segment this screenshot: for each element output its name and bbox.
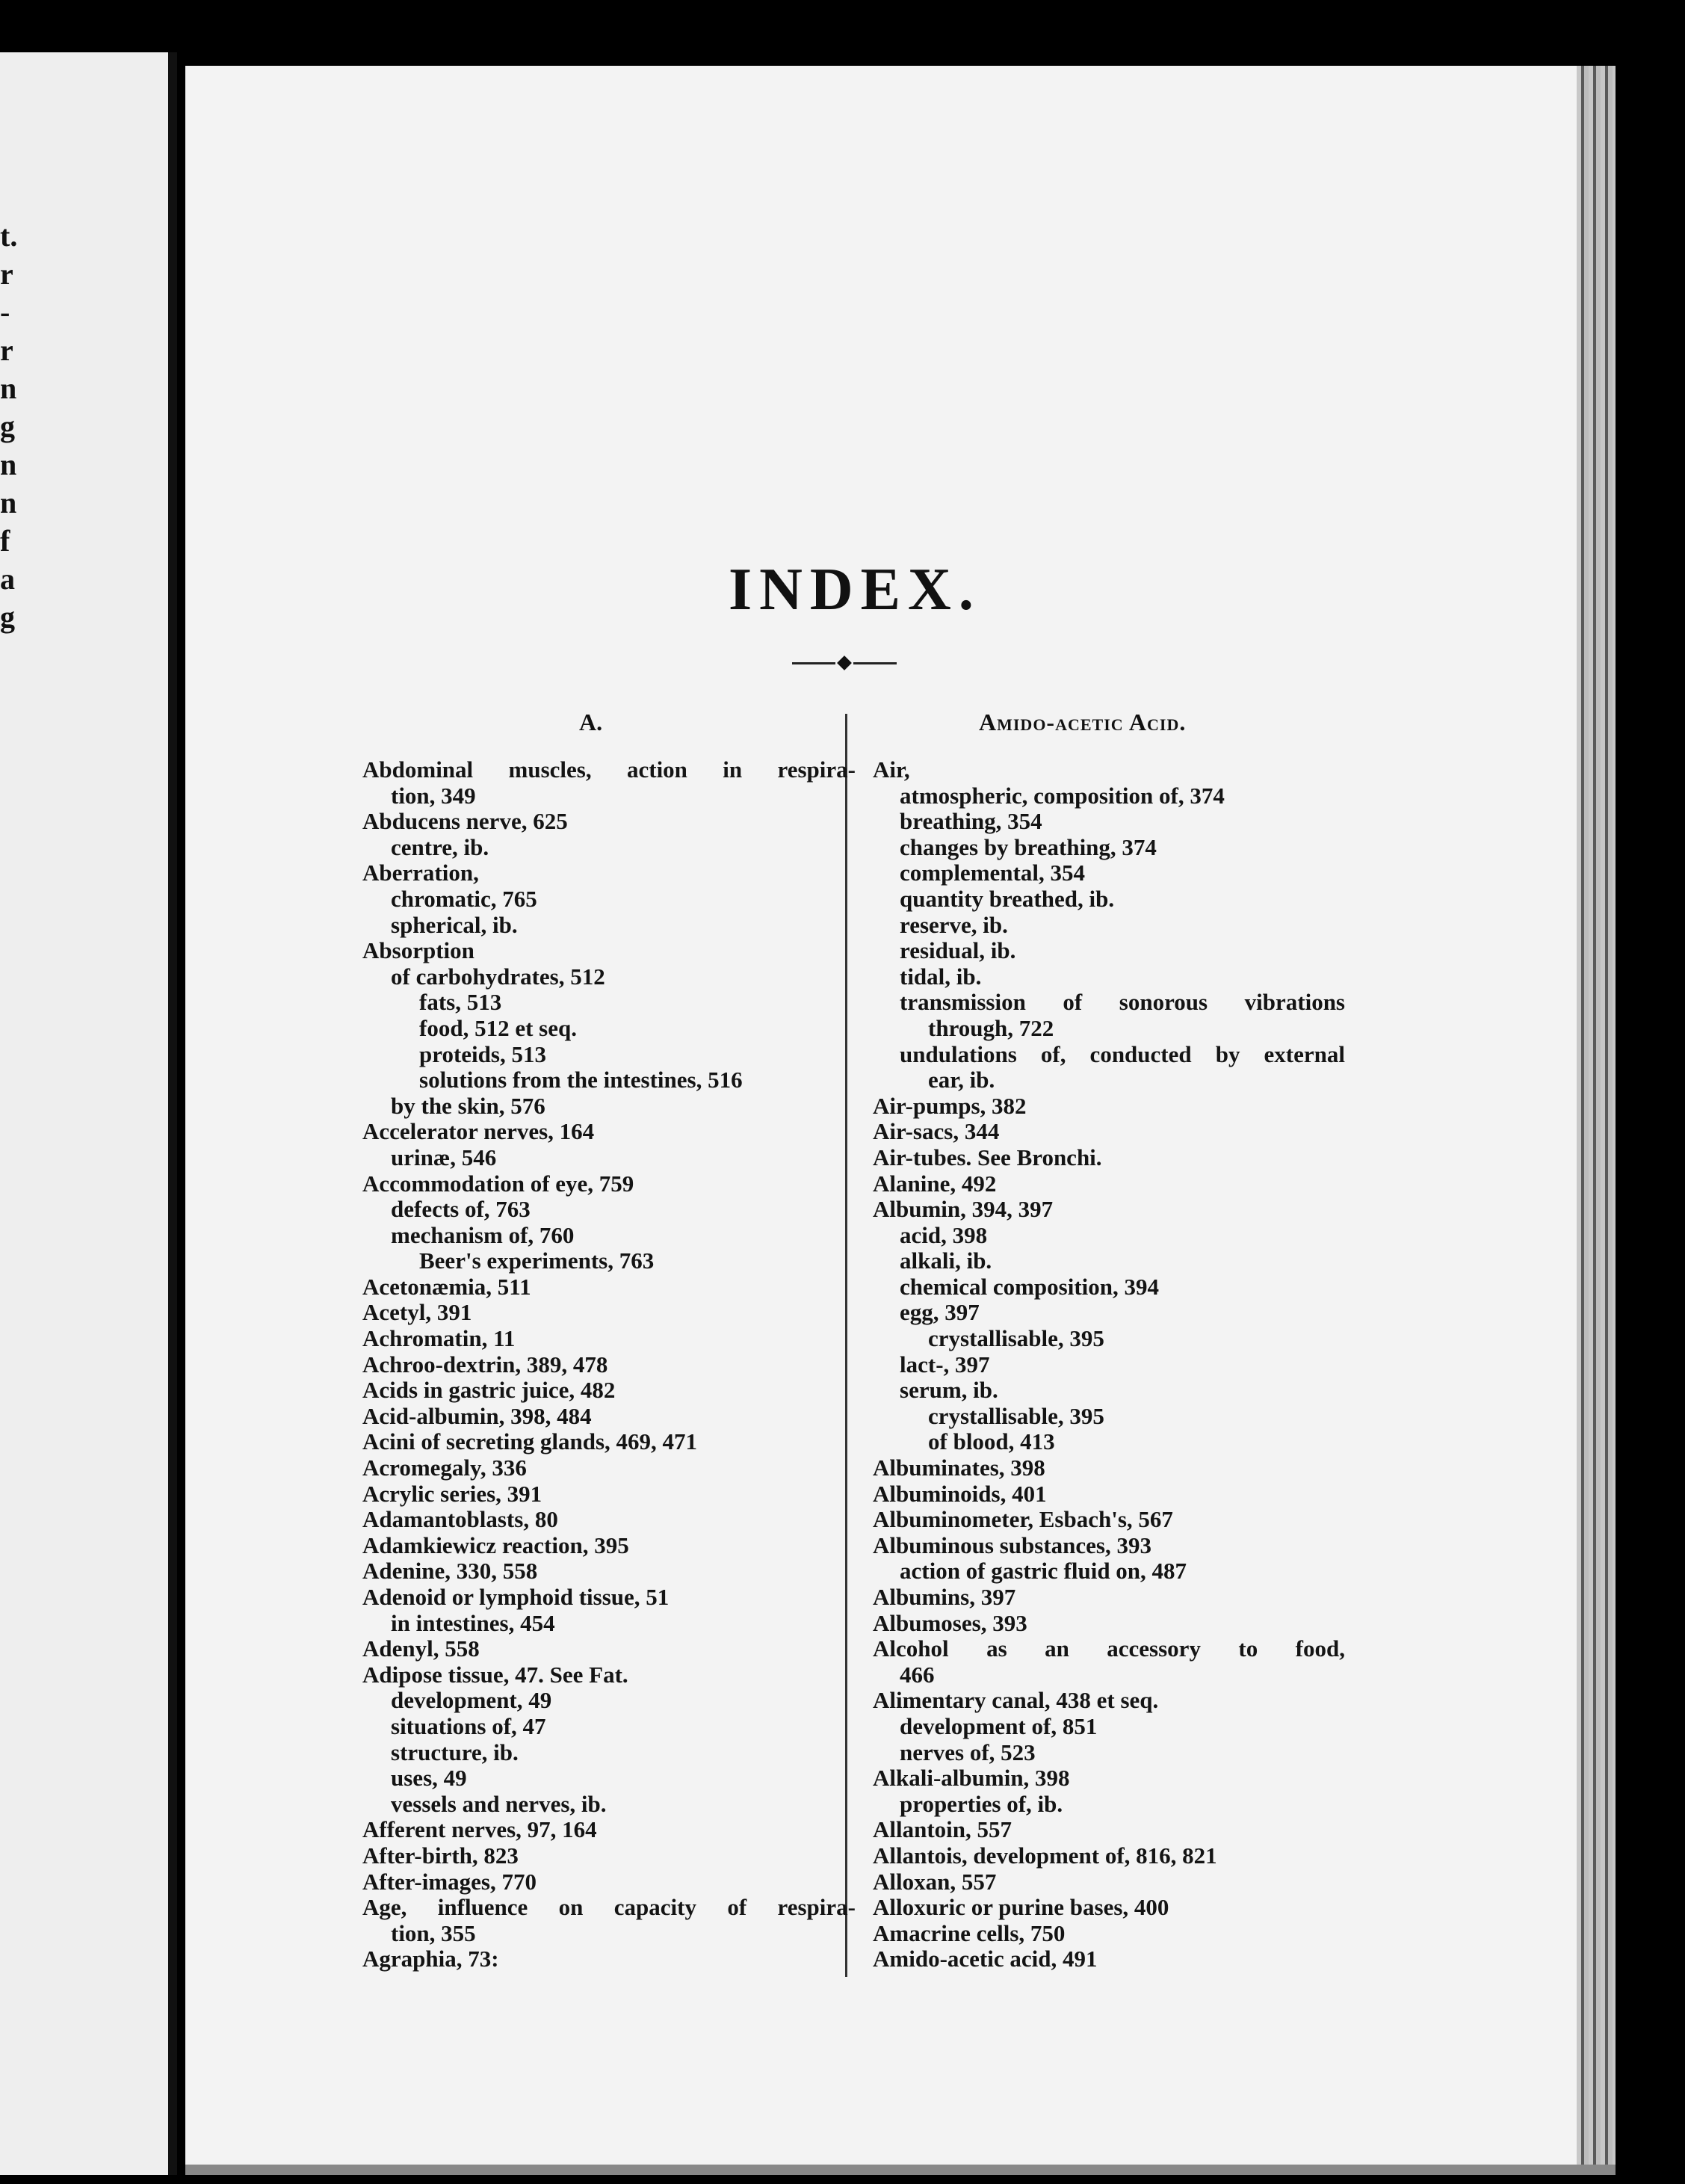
index-entry: Air-pumps, 382 — [873, 1092, 1027, 1119]
index-entry: Allantoin, 557 — [873, 1816, 1012, 1843]
index-subentry: centre, ib. — [391, 833, 489, 860]
index-subentry: mechanism of, 760 — [391, 1221, 575, 1248]
index-subentry: lact-, 397 — [900, 1351, 990, 1378]
index-subentry: action of gastric fluid on, 487 — [900, 1558, 1187, 1585]
index-entry: Adipose tissue, 47. See Fat. — [362, 1661, 628, 1688]
margin-letter: n — [0, 448, 17, 481]
index-subentry: chromatic, 765 — [391, 885, 537, 912]
index-entry: Accommodation of eye, 759 — [362, 1170, 634, 1197]
index-entry: Acrylic series, 391 — [362, 1480, 542, 1507]
index-entry: Albuminous substances, 393 — [873, 1531, 1151, 1558]
index-subentry: residual, ib. — [900, 937, 1016, 964]
index-subentry: tion, 349 — [391, 782, 476, 809]
index-entry: Alkali-albumin, 398 — [873, 1765, 1070, 1792]
index-subentry: urinæ, 546 — [391, 1144, 497, 1170]
index-entry: Albumins, 397 — [873, 1584, 1016, 1610]
index-subentry: vessels and nerves, ib. — [391, 1790, 607, 1817]
index-entry: Air-tubes. See Bronchi. — [873, 1144, 1102, 1170]
section-letter-heading: A. — [579, 709, 603, 735]
index-subentry: reserve, ib. — [900, 911, 1008, 938]
ornament-diamond — [837, 655, 852, 670]
index-subentry: ear, ib. — [928, 1067, 995, 1093]
index-subentry: in intestines, 454 — [391, 1609, 555, 1636]
index-subentry: complemental, 354 — [900, 860, 1085, 886]
margin-letter: r — [0, 333, 13, 367]
index-entry: Alanine, 492 — [873, 1170, 997, 1197]
margin-letter: g — [0, 410, 15, 443]
index-subentry: alkali, ib. — [900, 1247, 992, 1274]
index-entry: Acids in gastric juice, 482 — [362, 1377, 616, 1404]
index-entry: Abducens nerve, 625 — [362, 808, 568, 835]
index-subentry: crystallisable, 395 — [928, 1325, 1104, 1352]
index-subentry: nerves of, 523 — [900, 1739, 1036, 1765]
previous-page-margin-text — [0, 217, 18, 636]
index-entry: Albumin, 394, 397 — [873, 1196, 1054, 1223]
index-entry: Afferent nerves, 97, 164 — [362, 1816, 597, 1843]
index-entry: Acid-albumin, 398, 484 — [362, 1402, 592, 1429]
index-subentry: chemical composition, 394 — [900, 1273, 1159, 1300]
index-subentry: of blood, 413 — [928, 1428, 1055, 1455]
index-entry: Acetonæmia, 511 — [362, 1273, 531, 1300]
index-entry: Age, influence on capacity of respira- — [362, 1894, 856, 1921]
index-entry: Agraphia, 73: — [362, 1946, 499, 1972]
previous-page-edge — [0, 52, 168, 2175]
index-entry: Acetyl, 391 — [362, 1299, 472, 1326]
index-subentry: Beer's experiments, 763 — [419, 1247, 655, 1274]
index-subentry: atmospheric, composition of, 374 — [900, 782, 1225, 809]
index-subentry: changes by breathing, 374 — [900, 833, 1157, 860]
index-subentry: tion, 355 — [391, 1919, 476, 1946]
ornament-rule-right — [853, 662, 897, 664]
index-subentry: fats, 513 — [419, 989, 502, 1016]
index-subentry: serum, ib. — [900, 1377, 998, 1404]
index-subentry: tidal, ib. — [900, 963, 982, 990]
index-entry: Air, — [873, 756, 910, 783]
page-bottom-edge — [185, 2165, 1616, 2175]
index-subentry: crystallisable, 395 — [928, 1402, 1104, 1429]
index-subentry: quantity breathed, ib. — [900, 885, 1115, 912]
index-entry: After-images, 770 — [362, 1868, 537, 1895]
index-entry: Alcohol as an accessory to food, — [873, 1635, 1345, 1662]
margin-letter: t. — [0, 219, 18, 253]
index-subentry: development, 49 — [391, 1687, 552, 1714]
index-entry: Aberration, — [362, 860, 479, 886]
index-subentry: egg, 397 — [900, 1299, 980, 1326]
index-entry: Abdominal muscles, action in respira- — [362, 756, 856, 783]
index-entry: Albuminoids, 401 — [873, 1480, 1047, 1507]
margin-letter: n — [0, 486, 17, 519]
margin-letter: n — [0, 371, 17, 405]
margin-letter: f — [0, 524, 10, 558]
index-entry: Amacrine cells, 750 — [873, 1919, 1066, 1946]
index-entry: Adenoid or lymphoid tissue, 51 — [362, 1584, 670, 1610]
margin-letter: g — [0, 600, 15, 634]
index-entry: Accelerator nerves, 164 — [362, 1118, 595, 1145]
index-entry: Albumoses, 393 — [873, 1609, 1027, 1636]
index-entry: Acini of secreting glands, 469, 471 — [362, 1428, 698, 1455]
index-entry: Adenyl, 558 — [362, 1635, 480, 1662]
index-entry: Adenine, 330, 558 — [362, 1558, 538, 1585]
index-entry: After-birth, 823 — [362, 1842, 519, 1869]
index-subentry: spherical, ib. — [391, 911, 518, 938]
index-entry: Achromatin, 11 — [362, 1325, 516, 1352]
index-entry: Allantois, development of, 816, 821 — [873, 1842, 1217, 1869]
title-ornament — [792, 658, 897, 668]
index-subentry: proteids, 513 — [419, 1040, 546, 1067]
index-subentry: transmission of sonorous vibrations — [900, 989, 1345, 1016]
index-column-right — [873, 757, 1345, 1972]
index-subentry: by the skin, 576 — [391, 1092, 545, 1119]
index-column-left — [362, 757, 856, 1972]
index-entry: Alloxuric or purine bases, 400 — [873, 1894, 1169, 1921]
margin-letter: a — [0, 562, 15, 596]
index-entry: Amido-acetic acid, 491 — [873, 1946, 1098, 1972]
index-subentry: uses, 49 — [391, 1765, 467, 1792]
index-subentry: undulations of, conducted by external — [900, 1040, 1345, 1067]
index-entry: Adamkiewicz reaction, 395 — [362, 1531, 629, 1558]
index-subentry: acid, 398 — [900, 1221, 988, 1248]
index-entry: Albuminates, 398 — [873, 1455, 1045, 1481]
page-title: INDEX. — [729, 557, 981, 623]
index-entry: Achroo-dextrin, 389, 478 — [362, 1351, 608, 1378]
index-subentry: breathing, 354 — [900, 808, 1042, 835]
index-subentry: through, 722 — [928, 1014, 1054, 1041]
index-entry: Air-sacs, 344 — [873, 1118, 1000, 1145]
index-subentry: properties of, ib. — [900, 1790, 1063, 1817]
index-entry: Adamantoblasts, 80 — [362, 1506, 558, 1533]
running-head: Amido-acetic Acid. — [979, 709, 1187, 735]
margin-letter: r — [0, 257, 13, 291]
margin-letter: - — [0, 295, 10, 329]
index-subentry: 466 — [900, 1661, 935, 1688]
index-subentry: of carbohydrates, 512 — [391, 963, 605, 990]
index-subentry: defects of, 763 — [391, 1196, 531, 1223]
ornament-rule-left — [792, 662, 835, 664]
index-subentry: development of, 851 — [900, 1712, 1098, 1739]
index-subentry: solutions from the intestines, 516 — [419, 1067, 743, 1093]
index-entry: Acromegaly, 336 — [362, 1455, 527, 1481]
index-entry: Alloxan, 557 — [873, 1868, 997, 1895]
index-entry: Albuminometer, Esbach's, 567 — [873, 1506, 1173, 1533]
page-stack-edge — [1577, 66, 1616, 2174]
index-subentry: food, 512 et seq. — [419, 1014, 577, 1041]
index-subentry: structure, ib. — [391, 1739, 519, 1765]
binding-gutter — [168, 52, 177, 2175]
index-subentry: situations of, 47 — [391, 1712, 546, 1739]
index-entry: Absorption — [362, 937, 474, 964]
index-entry: Alimentary canal, 438 et seq. — [873, 1687, 1159, 1714]
